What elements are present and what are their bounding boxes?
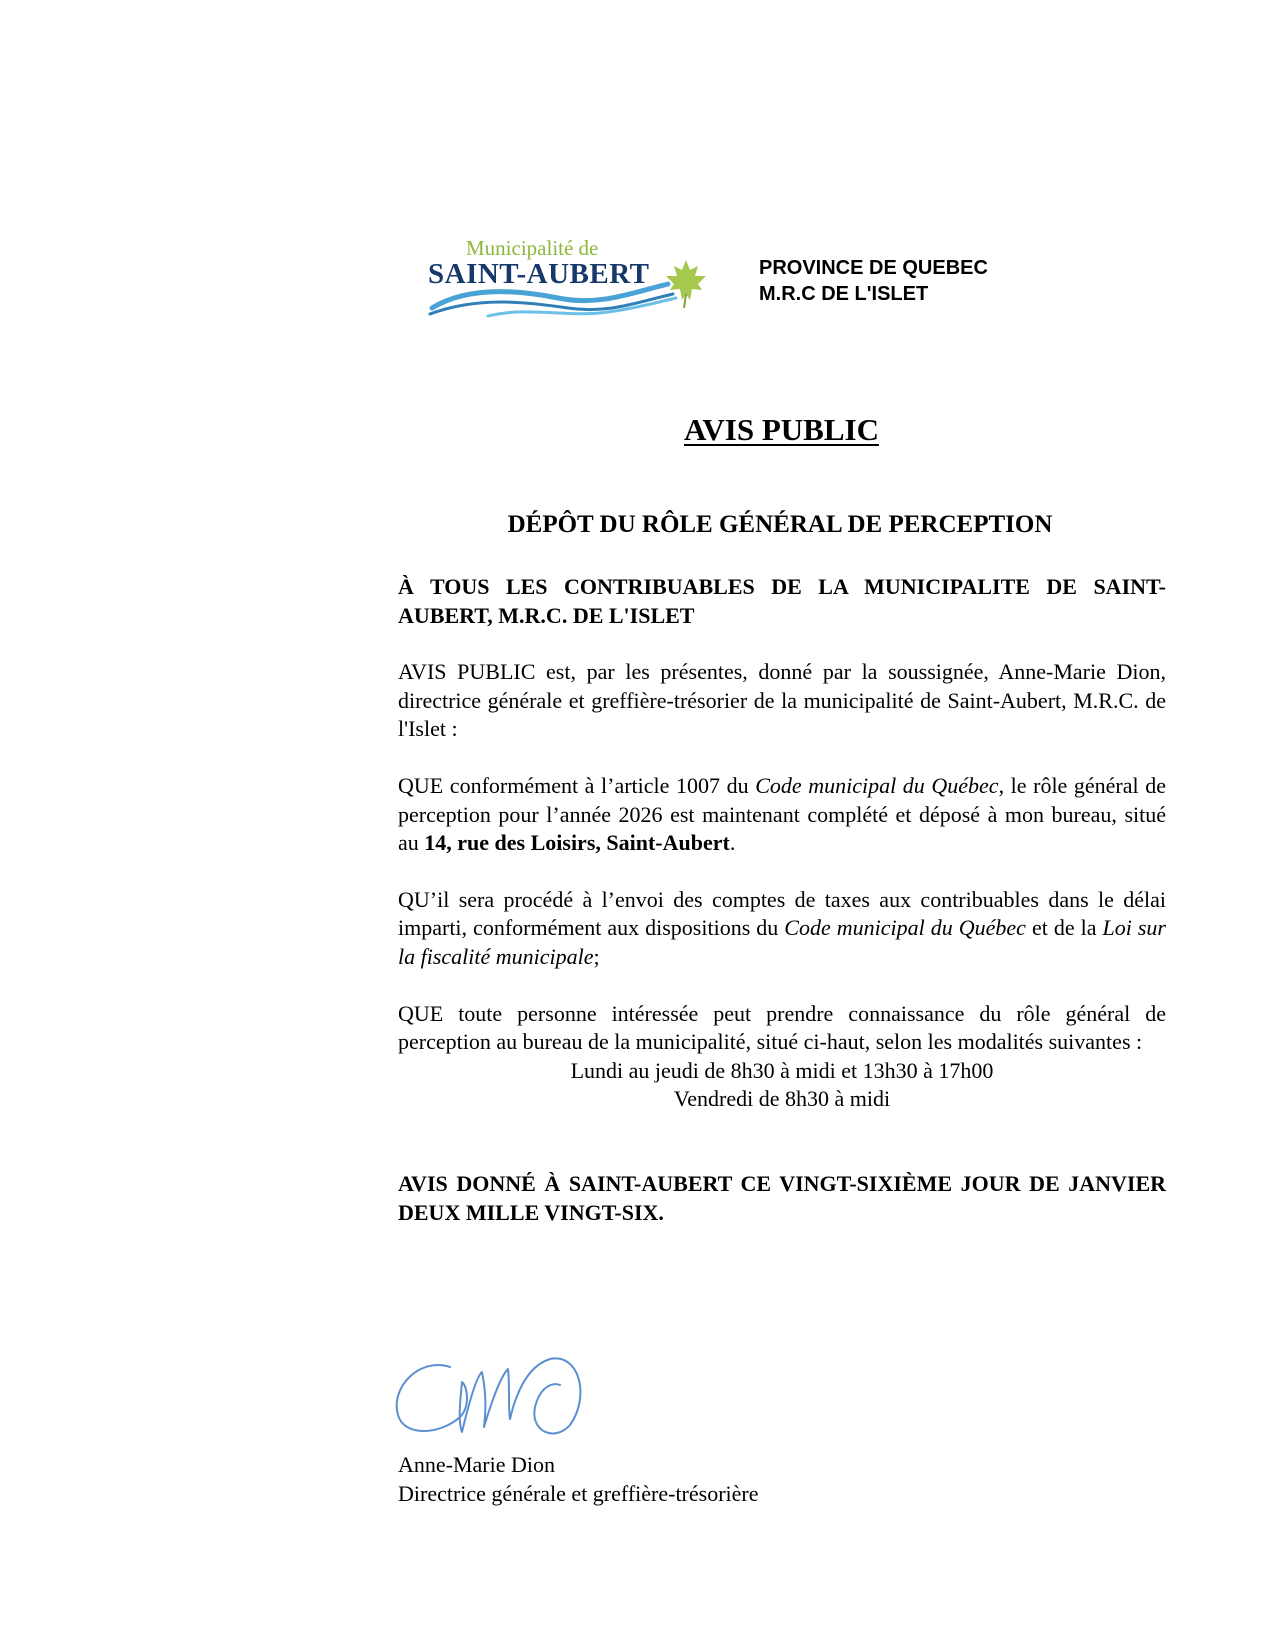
law-reference: Loi sur la fiscalité municipale	[398, 915, 1166, 969]
text-span: ;	[593, 943, 600, 969]
notice-body	[398, 573, 1166, 1227]
paragraph-role-deposit	[398, 772, 1166, 858]
hours-line-friday: Vendredi de 8h30 à midi	[673, 1086, 891, 1112]
intro-paragraph: AVIS PUBLIC est, par les présentes, donné par la soussignée, Anne-Marie Dion, directrice générale et greffière-trésorier de la municipalité de Saint-Aubert, M.R.C. de l'Islet :	[398, 659, 1166, 742]
notice-subtitle: DÉPÔT DU RÔLE GÉNÉRAL DE PERCEPTION	[507, 511, 1053, 538]
signer-block	[398, 1450, 759, 1508]
text-span: QU’il sera procédé à l’envoi des comptes de taxes aux contribuables dans le délai imparti, conformément aux dispositions du	[398, 886, 1166, 941]
paragraph-consultation: QUE toute personne intéressée peut prendre connaissance du rôle général de perception au bureau de la municipalité, situé ci-haut, selon les modalités suivantes :	[398, 1000, 1166, 1055]
logo-line1: Municipalité de	[466, 236, 599, 260]
hours-line-weekdays: Lundi au jeudi de 8h30 à midi et 13h30 à 17h00	[570, 1057, 994, 1083]
code-reference: Code municipal du Québec	[755, 772, 999, 798]
closing-statement: AVIS DONNÉ À SAINT-AUBERT CE VINGT-SIXIÈME JOUR DE JANVIER DEUX MILLE VINGT-SIX.	[398, 1170, 1166, 1225]
signer-name: Anne-Marie Dion	[398, 1452, 556, 1477]
logo-line2: SAINT-AUBERT	[428, 258, 650, 290]
notice-title: AVIS PUBLIC	[684, 412, 879, 447]
province-header	[759, 255, 988, 307]
text-span: QUE conformément à l’article 1007 du	[398, 772, 756, 798]
text-span: .	[729, 830, 736, 856]
addressee: À TOUS LES CONTRIBUABLES DE LA MUNICIPALITE DE SAINT-AUBERT, M.R.C. DE L'ISLET	[398, 574, 1166, 628]
text-span: , le rôle général de perception pour l’année 2026 est maintenant complété et déposé à mon bureau, situé au	[398, 772, 1166, 856]
signer-position: Directrice générale et greffière-trésorière	[398, 1481, 759, 1506]
province-line: PROVINCE DE QUEBEC	[759, 257, 988, 279]
mrc-line: M.R.C DE L'ISLET	[759, 283, 929, 305]
office-address: 14, rue des Loisirs, Saint-Aubert	[424, 830, 730, 856]
text-span: et de la	[1025, 915, 1103, 941]
office-hours	[398, 1057, 1166, 1114]
handwritten-signature	[390, 1347, 610, 1442]
code-reference: Code municipal du Québec	[784, 915, 1026, 941]
paragraph-tax-bills	[398, 886, 1166, 972]
municipality-logo	[428, 236, 728, 326]
